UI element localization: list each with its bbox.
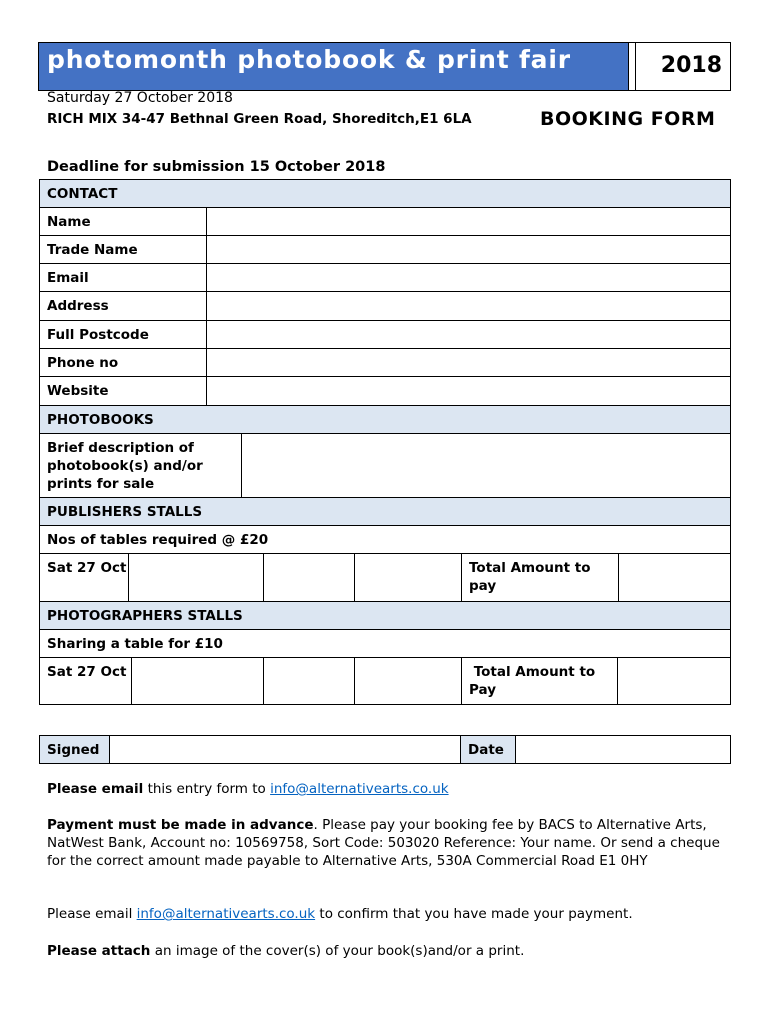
email-link[interactable]: info@alternativearts.co.uk [270, 781, 449, 797]
photographers-blank-field-1[interactable] [263, 657, 355, 705]
email-instruction-text: this entry form to [143, 781, 271, 797]
description-label: Brief description of photobook(s) and/or prints for sale [39, 433, 242, 498]
postcode-field[interactable] [206, 320, 731, 349]
address-field[interactable] [206, 291, 731, 321]
event-venue: RICH MIX 34-47 Bethnal Green Road, Shoreditch,E1 6LA [47, 111, 472, 127]
fair-year: 2018 [660, 53, 722, 78]
trade-name-label: Trade Name [39, 235, 207, 264]
payment-instruction-bold: Payment must be made in advance [47, 817, 314, 833]
payment-instruction [47, 816, 727, 870]
phone-label: Phone no [39, 348, 207, 377]
website-label: Website [39, 376, 207, 406]
title-divider [629, 43, 636, 90]
publishers-total-field[interactable] [618, 553, 731, 602]
email-field[interactable] [206, 263, 731, 292]
publishers-tables-label: Nos of tables required @ £20 [39, 525, 731, 554]
photographers-blank-field-2[interactable] [354, 657, 462, 705]
attach-instruction-text: an image of the cover(s) of your book(s)and/or a print. [150, 943, 525, 959]
payment-instruction-text: . Please pay your booking fee by BACS to Alternative Arts, NatWest Bank, Account no: 10569758, Sort Code: 503020 Reference: Your name. Or send a cheque for the correct amount made payable to Alternative Arts, 530A Commercial Road E1 0HY [47, 817, 720, 869]
photographers-total-field[interactable] [617, 657, 731, 705]
photobooks-heading: PHOTOBOOKS [39, 405, 731, 434]
publishers-blank-field-1[interactable] [263, 553, 355, 602]
postcode-label: Full Postcode [39, 320, 207, 349]
publishers-table-count-field[interactable] [128, 553, 264, 602]
name-field[interactable] [206, 207, 731, 236]
contact-heading: CONTACT [39, 179, 731, 208]
photographers-total-label: Total Amount to Pay [461, 657, 618, 705]
website-field[interactable] [206, 376, 731, 406]
name-label: Name [39, 207, 207, 236]
confirm-instruction-post: to confirm that you have made your payment. [315, 906, 633, 922]
email-label: Email [39, 263, 207, 292]
description-field[interactable] [241, 433, 731, 498]
title-banner [38, 42, 731, 91]
photographers-sharing-label: Sharing a table for £10 [39, 629, 731, 658]
fair-title: photomonth photobook & print fair [39, 43, 629, 90]
publishers-day-label: Sat 27 Oct [39, 553, 129, 602]
publishers-heading: PUBLISHERS STALLS [39, 497, 731, 526]
email-instruction-bold: Please email [47, 781, 144, 797]
confirm-email-link[interactable]: info@alternativearts.co.uk [136, 906, 316, 922]
trade-name-field[interactable] [206, 235, 731, 264]
confirm-instruction [47, 905, 727, 923]
booking-form-title: BOOKING FORM [540, 108, 716, 130]
photographers-day-label: Sat 27 Oct [39, 657, 132, 705]
event-date: Saturday 27 October 2018 [47, 90, 233, 106]
confirm-instruction-pre: Please email [47, 906, 137, 922]
email-instruction [47, 780, 727, 798]
date-label: Date [460, 735, 516, 764]
photographers-count-field[interactable] [131, 657, 264, 705]
signature-field[interactable] [109, 735, 461, 764]
phone-field[interactable] [206, 348, 731, 377]
date-field[interactable] [515, 735, 731, 764]
signed-label: Signed [39, 735, 110, 764]
submission-deadline: Deadline for submission 15 October 2018 [47, 159, 386, 175]
publishers-blank-field-2[interactable] [354, 553, 462, 602]
photographers-heading: PHOTOGRAPHERS STALLS [39, 601, 731, 630]
publishers-total-label: Total Amount to pay [461, 553, 619, 602]
attach-instruction-bold: Please attach [47, 943, 151, 959]
address-label: Address [39, 291, 207, 321]
attach-instruction [47, 942, 727, 960]
